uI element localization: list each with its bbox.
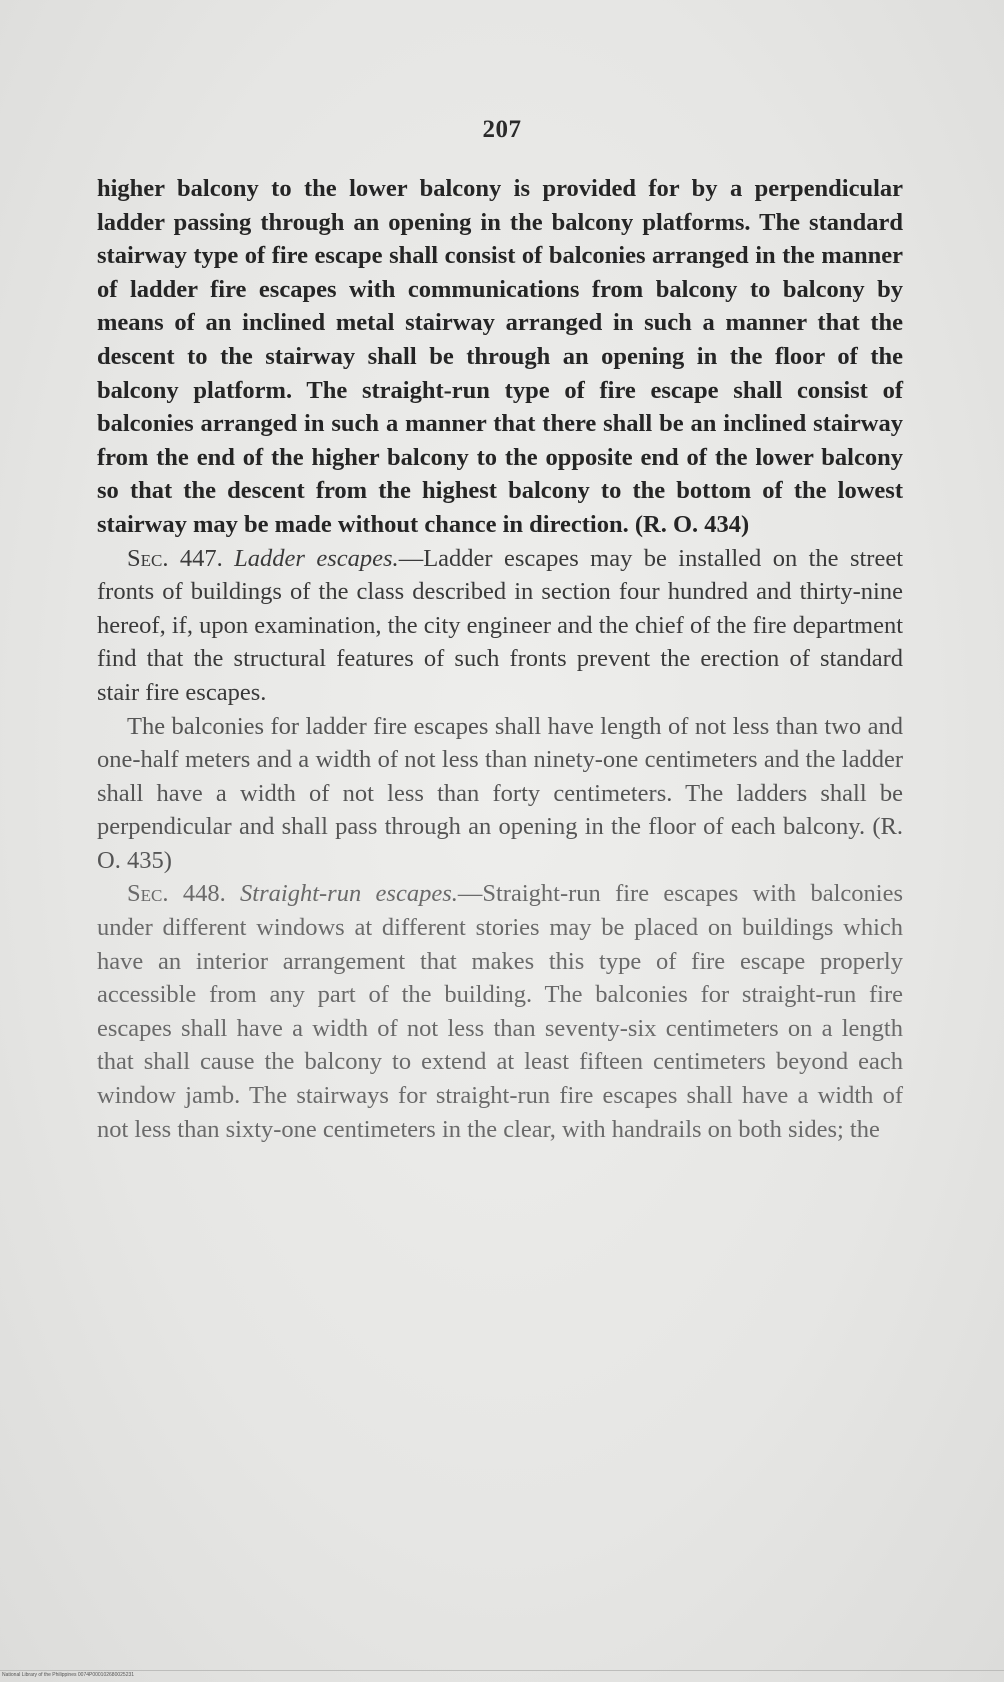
section-text: —Ladder escapes may be installed on the street fronts of buildings of the class described in section four hundred and thirty-nine hereof, if, upon examination, the city engineer and the chief of the fire department find that the structural features of such fronts prevent the erection of standard stair fire escapes. — [97, 544, 904, 706]
section-label: Sec. 447. — [127, 544, 223, 572]
section-title: Straight-run escapes. — [240, 880, 458, 908]
paragraph-continuation — [97, 172, 903, 542]
section-label: Sec. 448. — [127, 880, 226, 908]
section-447 — [97, 542, 903, 710]
body-text — [97, 172, 903, 1146]
archive-stamp: National Library of the Philippines 0074P000102680025231 — [2, 1672, 135, 1678]
paragraph-text: The balconies for ladder fire escapes shall have length of not less than two and one-half meters and a width of not less than ninety-one centimeters and the ladder shall have a width of not less than forty centimeters. The ladders shall be perpendicular and shall pass through an opening in the floor of each balcony. (R. O. 435) — [97, 712, 903, 874]
section-text: —Straight-run fire escapes with balconies under different windows at different stories may be placed on buildings which have an interior arrangement that makes this type of fire escape properly accessible from any part of the building. The balconies for straight-run fire escapes shall have a width of not less than seventy-six centimeters on a length that shall cause the balcony to extend at least fifteen centimeters beyond each window jamb. The stairways for straight-run fire escapes shall have a width of not less than sixty-one centimeters in the clear, with handrails on both sides; the — [97, 880, 904, 1143]
paragraph-text: higher balcony to the lower balcony is provided for by a perpendicular ladder passing through an opening in the balcony platforms. The standard stairway type of fire escape shall consist of balconies arranged in the manner of ladder fire escapes with communications from balcony to balcony by means of an inclined metal stairway arranged in such a manner that the descent to the stairway shall be through an opening in the floor of the balcony platform. The straight-run type of fire escape shall consist of balconies arranged in such a manner that there shall be an inclined stairway from the end of the higher balcony to the opposite end of the lower balcony so that the descent from the highest balcony to the bottom of the lowest stairway may be made without chance in direction. (R. O. 434) — [97, 175, 903, 538]
paragraph-balconies — [97, 710, 903, 878]
section-448 — [97, 877, 903, 1146]
section-title: Ladder escapes. — [234, 544, 399, 572]
footer-divider — [0, 1670, 1004, 1671]
page-number: 207 — [482, 116, 522, 143]
